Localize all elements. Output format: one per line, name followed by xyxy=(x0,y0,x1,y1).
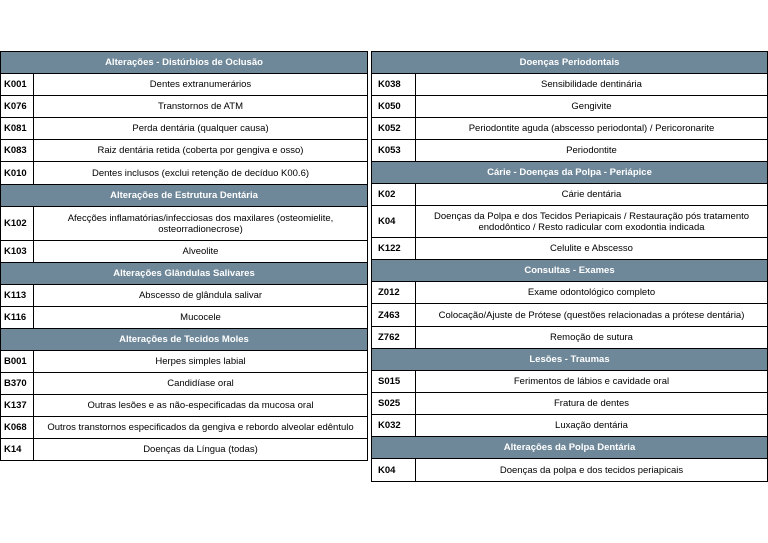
code-cell: K122 xyxy=(372,238,416,259)
section-header: Alterações Glândulas Salivares xyxy=(0,263,368,285)
code-cell: K04 xyxy=(372,459,416,481)
code-cell: K001 xyxy=(1,74,34,95)
right-table-body xyxy=(371,51,768,482)
description-cell: Transtornos de ATM xyxy=(157,101,243,112)
code-cell: B001 xyxy=(1,351,34,372)
description-cell: Periodontite xyxy=(566,145,617,156)
code-cell: K116 xyxy=(1,307,34,328)
description-cell: Periodontite aguda (abscesso periodontal) / Pericoronarite xyxy=(468,123,715,134)
code-cell: B370 xyxy=(1,373,34,394)
description-cell: Dentes inclusos (exclui retenção de decíduo K00.6) xyxy=(91,167,310,179)
code-cell: K010 xyxy=(1,162,34,184)
right-table xyxy=(371,51,768,482)
description-cell: Raiz dentária retida (coberta por gengiva e osso) xyxy=(97,145,304,156)
table-row xyxy=(0,140,368,162)
code-cell: K053 xyxy=(372,140,416,161)
code-cell: K076 xyxy=(1,96,34,117)
table-row xyxy=(0,74,368,96)
table-row xyxy=(371,96,768,118)
table-row xyxy=(371,184,768,206)
description-cell: Luxação dentária xyxy=(555,420,628,431)
section-header: Alterações - Distúrbios de Oclusão xyxy=(0,52,368,74)
code-cell: K032 xyxy=(372,415,416,436)
code-cell: K083 xyxy=(1,140,34,161)
code-cell: K081 xyxy=(1,118,34,139)
code-cell: K14 xyxy=(1,439,34,460)
code-cell: K02 xyxy=(372,184,416,205)
description-cell: Colocação/Ajuste de Prótese (questões relacionadas a prótese dentária) xyxy=(438,309,745,321)
table-row xyxy=(0,118,368,140)
table-row xyxy=(371,415,768,437)
code-cell: Z762 xyxy=(372,327,416,348)
description-cell: Sensibilidade dentinária xyxy=(541,79,642,90)
code-cell: Z463 xyxy=(372,304,416,326)
table-row xyxy=(371,118,768,140)
code-cell: S015 xyxy=(372,371,416,392)
description-cell: Herpes simples labial xyxy=(155,356,246,367)
description-cell: Cárie dentária xyxy=(561,189,622,200)
table-row xyxy=(0,162,368,185)
description-cell: Gengivite xyxy=(571,101,612,112)
code-cell: K113 xyxy=(1,285,34,306)
description-cell: Candidíase oral xyxy=(167,378,234,389)
table-row xyxy=(371,282,768,304)
section-header: Alterações de Tecidos Moles xyxy=(0,329,368,351)
table-row xyxy=(0,285,368,307)
code-cell: K050 xyxy=(372,96,416,117)
table-row xyxy=(371,371,768,393)
table-row xyxy=(0,307,368,329)
section-header: Consultas - Exames xyxy=(371,260,768,282)
code-cell: S025 xyxy=(372,393,416,414)
description-cell: Perda dentária (qualquer causa) xyxy=(132,123,269,134)
table-row xyxy=(371,459,768,482)
section-header: Doenças Periodontais xyxy=(371,52,768,74)
description-cell: Ferimentos de lábios e cavidade oral xyxy=(513,376,670,387)
description-cell: Fratura de dentes xyxy=(554,398,629,409)
code-cell: K068 xyxy=(1,417,34,438)
table-row xyxy=(0,241,368,263)
section-header: Alterações da Polpa Dentária xyxy=(371,437,768,459)
table-row xyxy=(0,395,368,417)
code-cell: K102 xyxy=(1,207,34,240)
table-row xyxy=(0,96,368,118)
description-cell: Doenças da Língua (todas) xyxy=(143,444,258,455)
table-row xyxy=(0,439,368,461)
code-cell: K103 xyxy=(1,241,34,262)
table-row xyxy=(371,393,768,415)
table-row xyxy=(0,351,368,373)
section-header: Alterações de Estrutura Dentária xyxy=(0,185,368,207)
description-cell: Celulite e Abscesso xyxy=(550,243,633,254)
table-row xyxy=(371,304,768,327)
description-cell: Abscesso de glândula salivar xyxy=(138,290,263,301)
left-table-body xyxy=(0,51,368,461)
description-cell: Afecções inflamatórias/infecciosas dos maxilares (osteomielite, osteorradionecrose) xyxy=(67,212,334,235)
code-cell: K137 xyxy=(1,395,34,416)
code-cell: K04 xyxy=(372,206,416,237)
table-row xyxy=(371,327,768,349)
description-cell: Outros transtornos especificados da gengiva e rebordo alveolar edêntulo xyxy=(47,422,354,433)
table-row xyxy=(0,417,368,439)
description-cell: Doenças da Polpa e dos Tecidos Periapicais / Restauração pós tratamento endodôntico / Resto radicular com exodontia indicada xyxy=(433,210,750,233)
description-cell: Mucocele xyxy=(180,312,221,323)
description-cell: Remoção de sutura xyxy=(550,332,633,343)
description-cell: Dentes extranumerários xyxy=(149,79,252,90)
table-row xyxy=(0,373,368,395)
description-cell: Outras lesões e as não-especificadas da mucosa oral xyxy=(87,400,314,411)
code-cell: Z012 xyxy=(372,282,416,303)
code-cell: K038 xyxy=(372,74,416,95)
left-table xyxy=(0,51,368,461)
code-cell: K052 xyxy=(372,118,416,139)
description-cell: Alveolite xyxy=(182,246,219,257)
section-header: Lesões - Traumas xyxy=(371,349,768,371)
section-header: Cárie - Doenças da Polpa - Periápice xyxy=(371,162,768,184)
description-cell: Exame odontológico completo xyxy=(527,287,656,298)
table-row xyxy=(371,74,768,96)
table-row xyxy=(371,140,768,162)
table-row xyxy=(0,207,368,241)
table-row xyxy=(371,206,768,238)
description-cell: Doenças da polpa e dos tecidos periapicais xyxy=(499,464,684,476)
table-row xyxy=(371,238,768,260)
